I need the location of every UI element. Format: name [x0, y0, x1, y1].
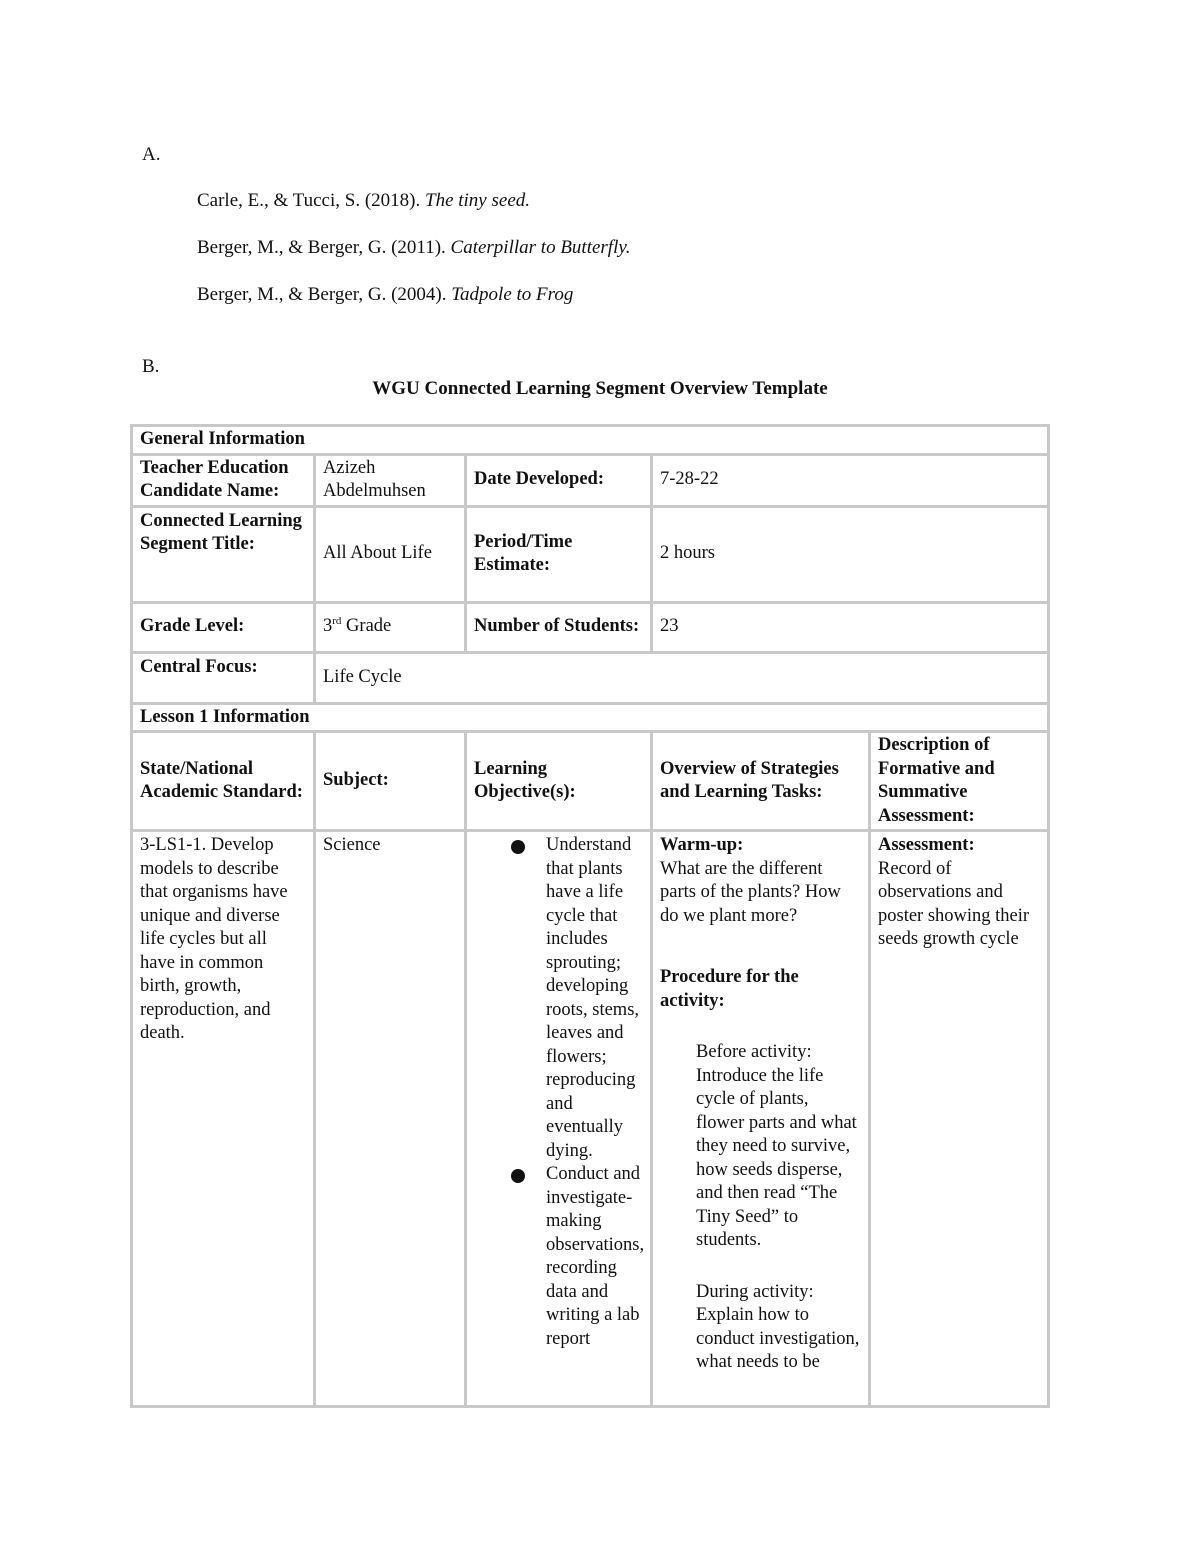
during-activity-text: During activity: Explain how to conduct investigation, what needs to be [696, 1281, 860, 1372]
assessment-text: Record of observations and poster showing their seeds growth cycle [878, 858, 1030, 949]
grade-word: Grade [341, 616, 392, 637]
col-assessment-header: Description of Formative and Summative Assessment: [870, 732, 1049, 831]
general-info-header: General Information [132, 426, 1049, 455]
warmup-text: What are the different parts of the plants? How do we plant more? [660, 858, 841, 926]
grade-ordinal: rd [332, 615, 342, 628]
segment-overview-table [130, 424, 1050, 1408]
segment-title-value: All About Life [315, 506, 466, 602]
subject-cell: Science [315, 831, 466, 1407]
col-strategies-header: Overview of Strategies and Learning Tasks: [652, 732, 870, 831]
central-focus-label: Central Focus: [132, 652, 315, 703]
candidate-name-label: Teacher Education Candidate Name: [132, 454, 315, 506]
grade-level-label: Grade Level: [132, 602, 315, 652]
grade-level-value [315, 602, 466, 652]
col-standard-header: State/National Academic Standard: [132, 732, 315, 831]
segment-title-label: Connected Learning Segment Title: [132, 506, 315, 602]
objective-item: Understand that plants have a life cycle that includes sprouting; developing roots, stems, leaves and flowers; reproducing and eventually dying. [501, 834, 648, 1163]
standard-cell: 3-LS1-1. Develop models to describe that organisms have unique and diverse life cycles but all have in common birth, growth, reproduction, and death. [132, 831, 315, 1407]
date-developed-value: 7-28-22 [652, 454, 1049, 506]
reference-3-authors: Berger, M., & Berger, G. (2004). [197, 284, 452, 305]
procedure-label: Procedure for the activity: [660, 967, 799, 1011]
reference-3-title: Tadpole to Frog [451, 284, 574, 305]
objective-item: Conduct and investigate- making observations, recording data and writing a lab report [501, 1163, 648, 1351]
period-estimate-label: Period/Time Estimate: [466, 506, 652, 602]
col-objectives-header: Learning Objective(s): [466, 732, 652, 831]
objectives-list [467, 834, 648, 1351]
reference-3 [197, 284, 573, 306]
before-activity-text: Before activity: Introduce the life cycle of plants, flower parts and what they need to survive, how seeds disperse, and then read “The Tiny Seed” to students. [696, 1042, 857, 1250]
assessment-cell [870, 831, 1049, 1407]
reference-2-authors: Berger, M., & Berger, G. (2011). [197, 237, 451, 258]
section-b-label: B. [142, 356, 160, 377]
grade-number: 3 [323, 616, 333, 637]
reference-1-title: The tiny seed. [425, 190, 531, 211]
document-title: WGU Connected Learning Segment Overview Template [372, 378, 828, 399]
reference-2 [197, 237, 631, 259]
reference-1-authors: Carle, E., & Tucci, S. (2018). [197, 190, 425, 211]
col-subject-header: Subject: [315, 732, 466, 831]
candidate-name-value: Azizeh Abdelmuhsen [315, 454, 466, 506]
number-of-students-value: 23 [652, 602, 1049, 652]
reference-2-title: Caterpillar to Butterfly. [450, 237, 631, 258]
section-a-label: A. [142, 144, 161, 165]
reference-1 [197, 190, 530, 212]
objectives-cell [466, 831, 652, 1407]
date-developed-label: Date Developed: [466, 454, 652, 506]
assessment-label: Assessment: [878, 835, 975, 855]
lesson1-info-header: Lesson 1 Information [132, 703, 1049, 732]
number-of-students-label: Number of Students: [466, 602, 652, 652]
central-focus-value: Life Cycle [315, 652, 1049, 703]
warmup-label: Warm-up: [660, 835, 744, 855]
period-estimate-value: 2 hours [652, 506, 1049, 602]
strategies-cell [652, 831, 870, 1407]
